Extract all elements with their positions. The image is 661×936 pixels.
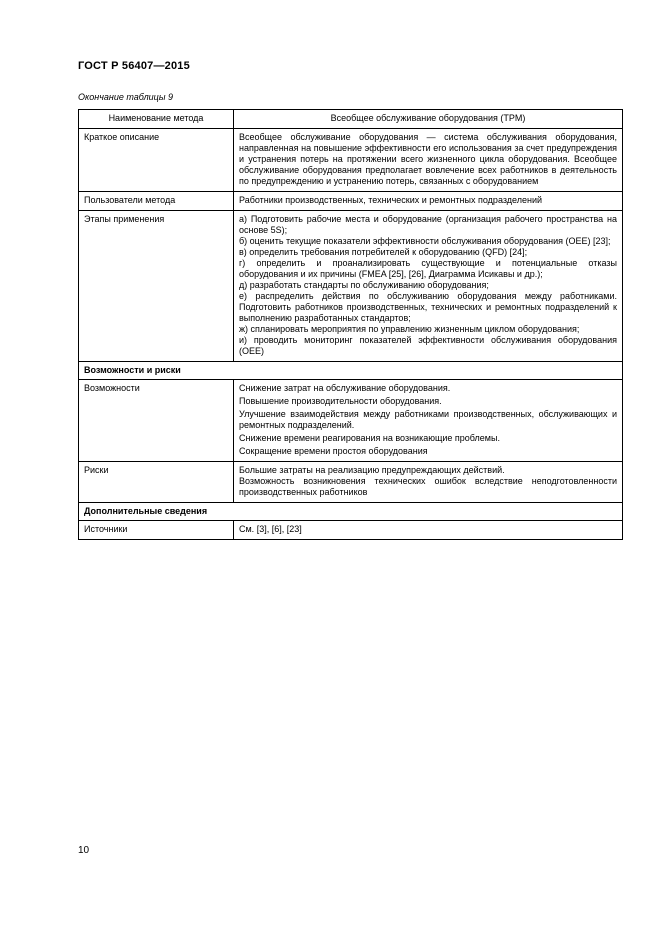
- stage-item: ж) спланировать мероприятия по управлению жизненным циклом оборудования;: [239, 324, 580, 334]
- row-label-risks: Риски: [79, 462, 234, 503]
- section-title-additional-info: Дополнительные сведения: [79, 503, 623, 521]
- row-label-users: Пользователи метода: [79, 192, 234, 211]
- table-header-row: [79, 110, 623, 129]
- stage-item: г) определить и проанализировать существующие и потенциальные отказы оборудования и их причины (FMEA [25], [26], Диаграмма Исикавы и др.);: [239, 258, 617, 279]
- table-row-short-description: [79, 129, 623, 192]
- row-label-opportunities: Возможности: [79, 380, 234, 462]
- row-value-users: Работники производственных, технических и ремонтных подразделений: [234, 192, 623, 211]
- stage-item: е) распределить действия по обслуживанию оборудования между работниками. Подготовить работников производственных, технических и ремонтных подразделений к выполнению разработанных стандартов;: [239, 291, 617, 323]
- opportunity-item: Сокращение времени простоя оборудования: [239, 446, 428, 456]
- table-caption: Окончание таблицы 9: [78, 92, 173, 102]
- risk-item: Большие затраты на реализацию предупреждающих действий.: [239, 465, 505, 475]
- stage-item: и) проводить мониторинг показателей эффективности обслуживания оборудования (OEE): [239, 335, 617, 356]
- method-table: [78, 109, 623, 540]
- risk-item: Возможность возникновения технических ошибок вследствие неподготовленности производственных работников: [239, 476, 617, 497]
- page-number: 10: [78, 845, 90, 856]
- table-row-sources: [79, 521, 623, 540]
- row-value-stages: [234, 211, 623, 362]
- row-value-risks: [234, 462, 623, 503]
- row-value-opportunities: [234, 380, 623, 462]
- table-row-opportunities: [79, 380, 623, 462]
- section-title-opportunities-risks: Возможности и риски: [79, 362, 623, 380]
- stage-item: а) Подготовить рабочие места и оборудование (организация рабочего пространства на основе 5S);: [239, 214, 617, 235]
- section-row-additional-info: [79, 503, 623, 521]
- table-row-users: [79, 192, 623, 211]
- row-label-sources: Источники: [79, 521, 234, 540]
- row-label-stages: Этапы применения: [79, 211, 234, 362]
- opportunity-item: Повышение производительности оборудования.: [239, 396, 442, 406]
- stage-item: б) оценить текущие показатели эффективности обслуживания оборудования (OEE) [23];: [239, 236, 611, 246]
- opportunity-item: Улучшение взаимодействия между работниками производственных, обслуживающих и ремонтных подразделений.: [239, 409, 617, 430]
- section-row-opportunities-risks: [79, 362, 623, 380]
- stage-item: в) определить требования потребителей к оборудованию (QFD) [24];: [239, 247, 528, 257]
- row-value-short-description: Всеобщее обслуживание оборудования — система обслуживания оборудования, направленная на повышение эффективности его использования за счет предупреждения и устранения потерь на протяжении всего жизненного цикла оборудования. Всеобщее обслуживание оборудования предполагает вовлечение всех работников в деятельность по предупреждению и устранению потерь, связанных с оборудованием: [234, 129, 623, 192]
- table-row-stages: [79, 211, 623, 362]
- opportunity-item: Снижение времени реагирования на возникающие проблемы.: [239, 433, 500, 443]
- row-label-short-description: Краткое описание: [79, 129, 234, 192]
- opportunity-item: Снижение затрат на обслуживание оборудования.: [239, 383, 451, 393]
- column-header-method-name: Наименование метода: [79, 110, 234, 129]
- standard-number: ГОСТ Р 56407—2015: [78, 60, 190, 72]
- row-value-sources: См. [3], [6], [23]: [234, 521, 623, 540]
- stage-item: д) разработать стандарты по обслуживанию оборудования;: [239, 280, 489, 290]
- table-row-risks: [79, 462, 623, 503]
- column-header-method-title: Всеобщее обслуживание оборудования (TPM): [234, 110, 623, 129]
